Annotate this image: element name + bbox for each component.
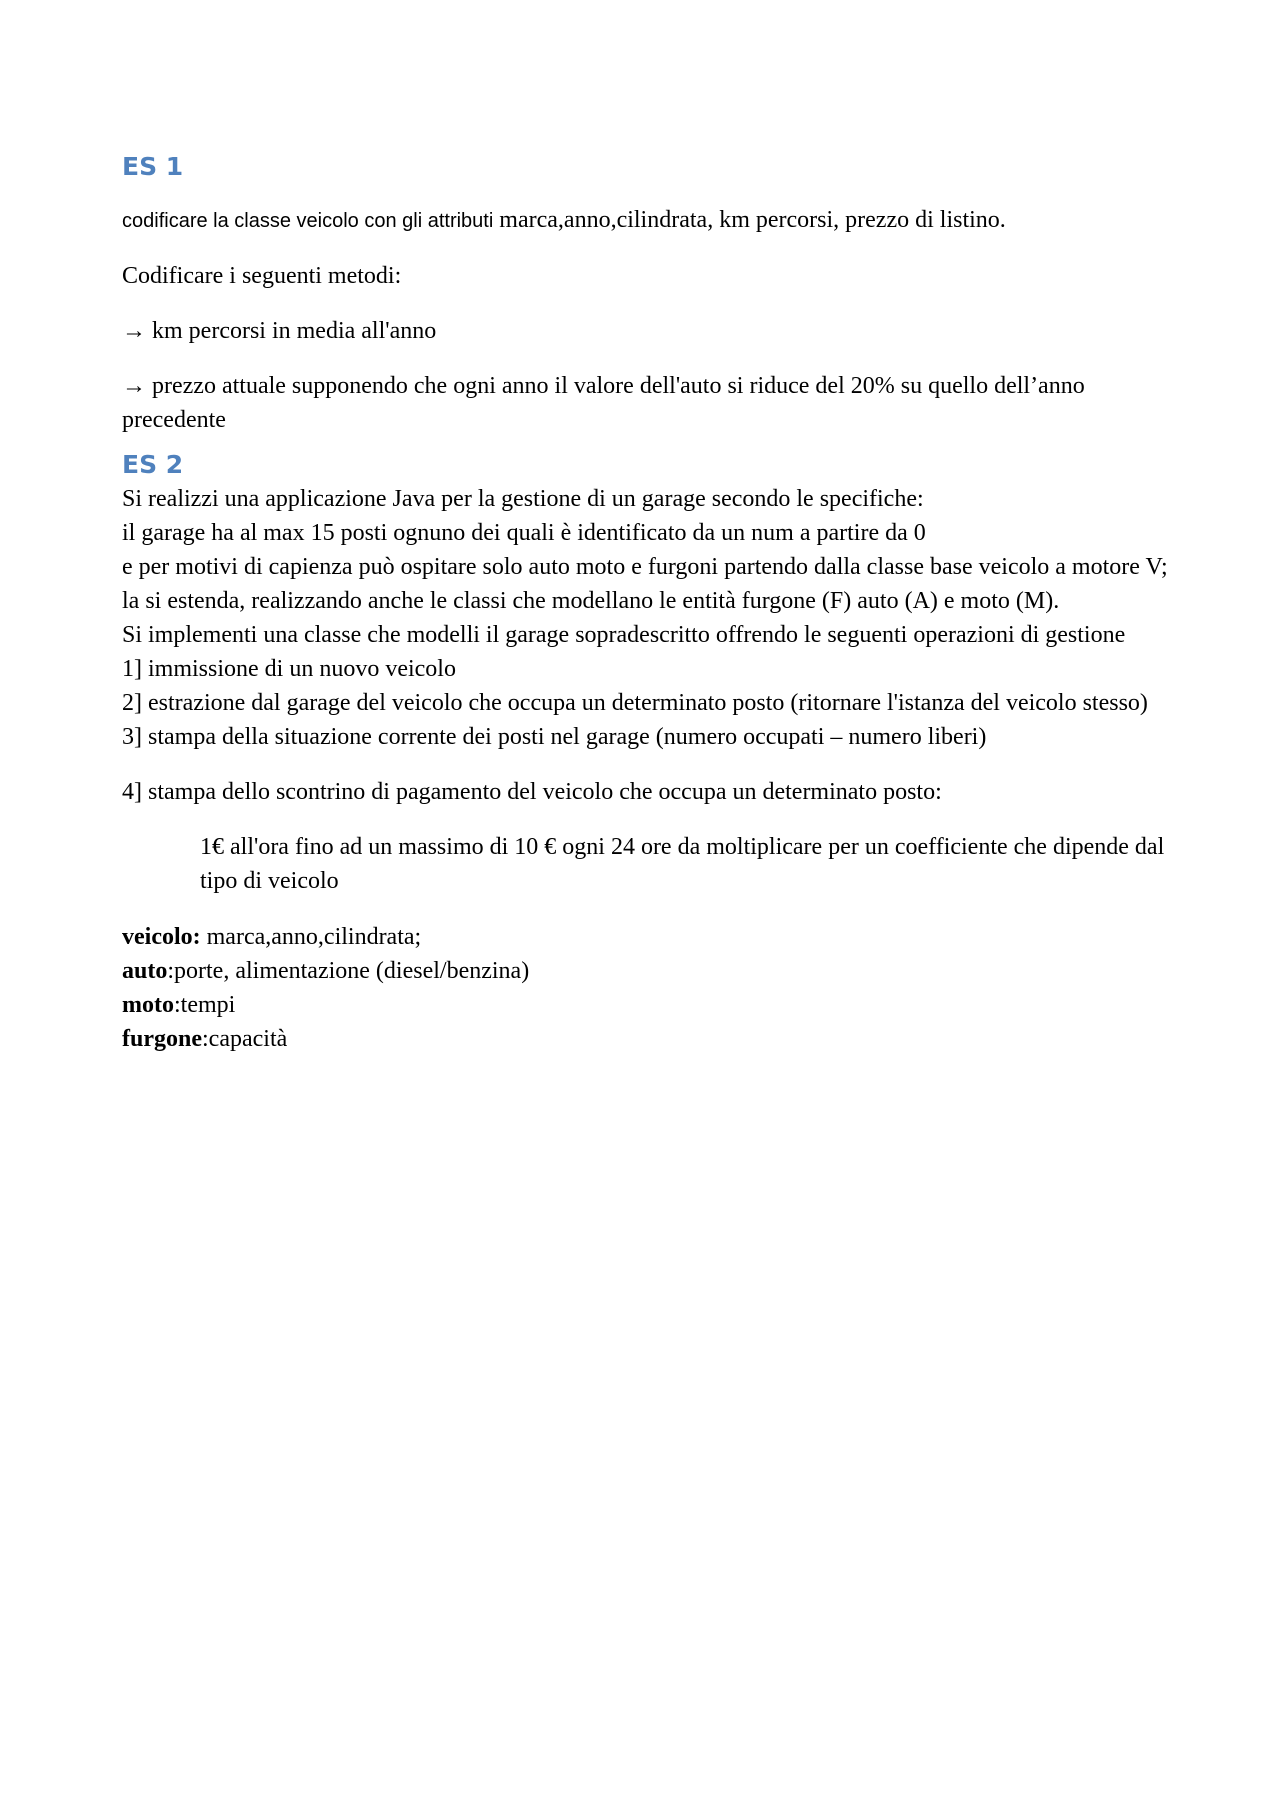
es2-specs bbox=[122, 482, 1182, 754]
es2-heading: ES 2 bbox=[122, 450, 184, 479]
es2-line: e per motivi di capienza può ospitare solo auto moto e furgoni partendo dalla classe base veicolo a motore V; la si estenda, realizzando anche le classi che modellano le entità furgone (F) auto (A) e moto (M). bbox=[122, 554, 1168, 614]
es1-intro bbox=[122, 203, 1182, 238]
attribute-value: :tempi bbox=[173, 992, 236, 1018]
document-content bbox=[122, 150, 1182, 1056]
es1-heading: ES 1 bbox=[122, 152, 184, 181]
es2-item-4: 4] stampa dello scontrino di pagamento del veicolo che occupa un determinato posto: bbox=[122, 779, 942, 805]
attribute-label: moto bbox=[122, 992, 174, 1018]
attribute-label: furgone bbox=[122, 1026, 202, 1052]
es2-line: Si realizzi una applicazione Java per la gestione di un garage secondo le specifiche: bbox=[122, 486, 924, 512]
attribute-veicolo bbox=[122, 920, 1182, 954]
attribute-value: marca,anno,cilindrata; bbox=[200, 924, 422, 950]
attribute-furgone bbox=[122, 1022, 1182, 1056]
attribute-value: :porte, alimentazione (diesel/benzina) bbox=[167, 958, 530, 984]
es2-item-3: 3] stampa della situazione corrente dei posti nel garage (numero occupati – numero liberi) bbox=[122, 724, 987, 750]
attribute-moto bbox=[122, 988, 1182, 1022]
es2-line: il garage ha al max 15 posti ognuno dei quali è identificato da un num a partire da 0 bbox=[122, 520, 926, 546]
attribute-label: auto bbox=[122, 958, 168, 984]
attribute-auto bbox=[122, 954, 1182, 988]
es1-methods-title: Codificare i seguenti metodi: bbox=[122, 263, 402, 289]
es2-item-1: 1] immissione di un nuovo veicolo bbox=[122, 656, 456, 682]
attribute-label: veicolo: bbox=[122, 924, 201, 950]
attribute-value: :capacità bbox=[202, 1026, 288, 1052]
attribute-list bbox=[122, 920, 1182, 1056]
es1-intro-sans: codificare la classe veicolo con gli attributi bbox=[122, 210, 494, 232]
es1-method-1: → km percorsi in media all'anno bbox=[122, 318, 437, 344]
es1-intro-serif: marca,anno,cilindrata, km percorsi, prezzo di listino. bbox=[493, 207, 1006, 233]
es2-line: Si implementi una classe che modelli il garage sopradescritto offrendo le seguenti operazioni di gestione bbox=[122, 622, 1126, 648]
es1-method-2: → prezzo attuale supponendo che ogni anno il valore dell'auto si riduce del 20% su quello dell’anno precedente bbox=[122, 373, 1085, 433]
es2-pricing: 1€ all'ora fino ad un massimo di 10 € ogni 24 ore da moltiplicare per un coefficiente che dipende dal tipo di veicolo bbox=[200, 834, 1165, 894]
es2-item-2: 2] estrazione dal garage del veicolo che occupa un determinato posto (ritornare l'istanza del veicolo stesso) bbox=[122, 690, 1148, 716]
